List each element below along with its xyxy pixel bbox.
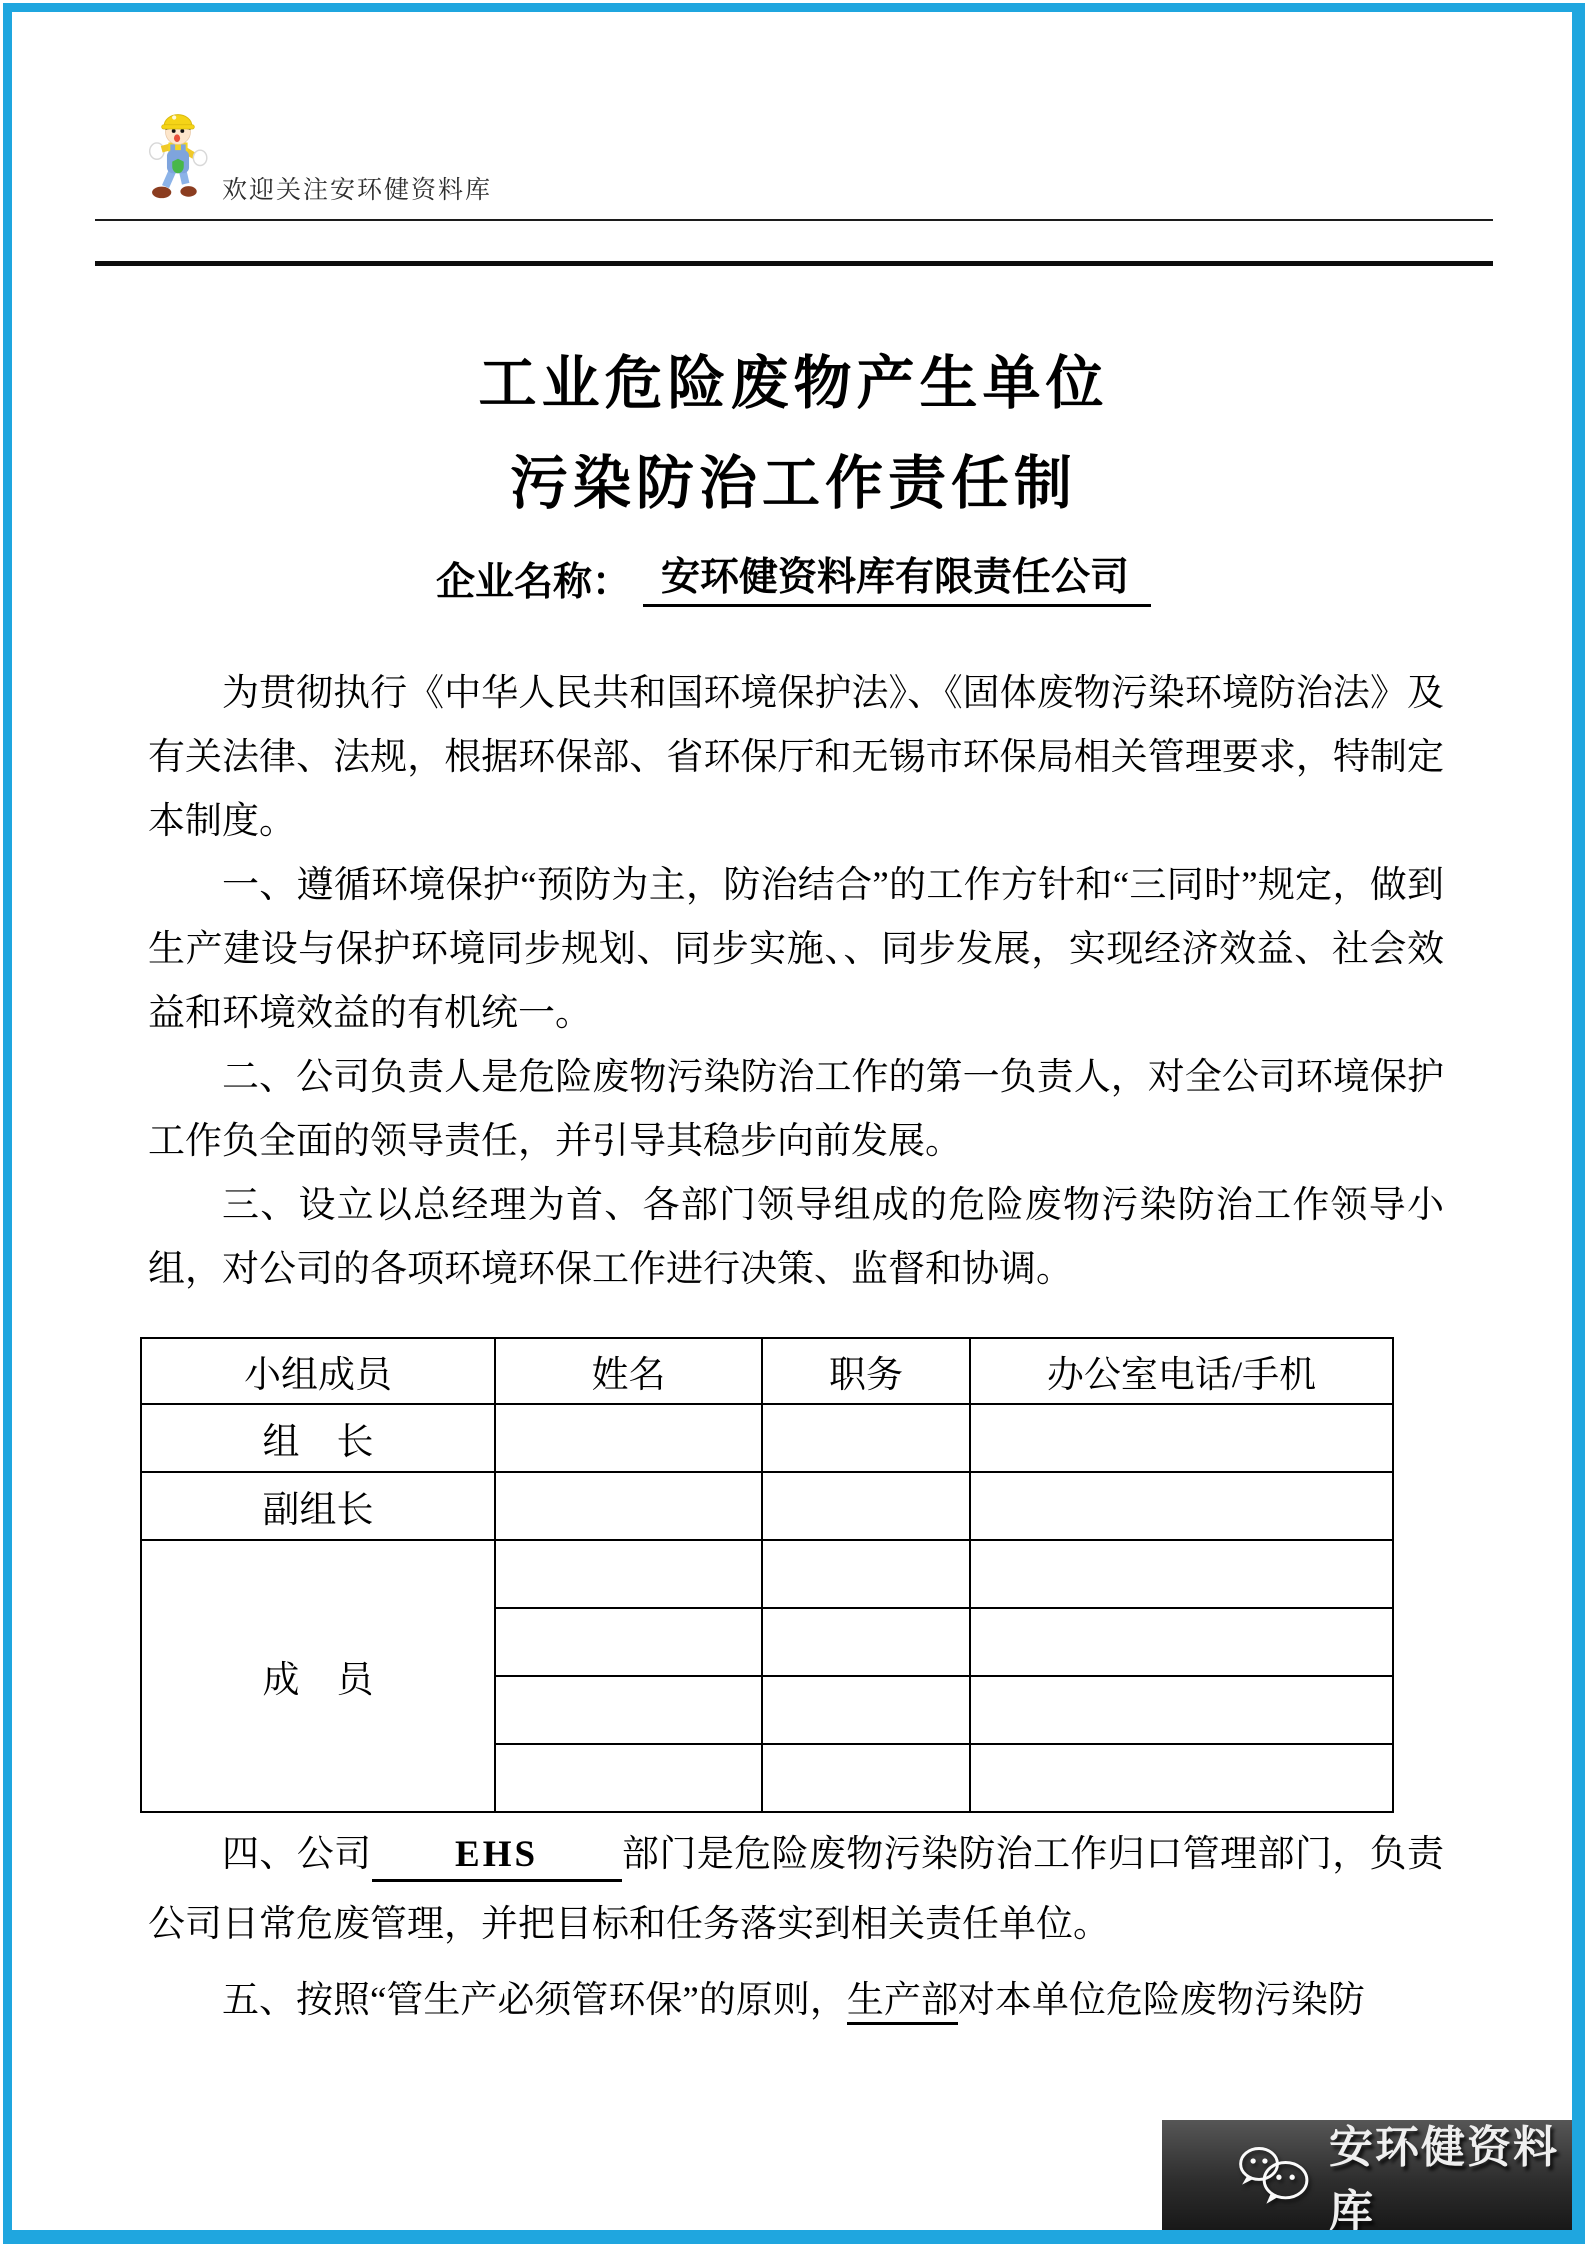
table-header-phone: 办公室电话/手机 [970,1338,1393,1404]
paragraph-item2: 二、公司负责人是危险废物污染防治工作的第一负责人，对全公司环境保护工作负全面的领导责任，并引导其稳步向前发展。 [148,1057,1444,1162]
row-label-members: 成 员 [141,1540,495,1812]
table-row-deputy [141,1472,1393,1540]
paragraph-item1: 一、遵循环境保护“预防为主，防治结合”的工作方针和“三同时”规定，做到生产建设与保护环境同步规划、同步实施、、同步发展，实现经济效益、社会效益和环境效益的有机统一。 [148,865,1445,1034]
table-cell-empty [762,1608,970,1676]
company-label: 企业名称： [435,561,631,604]
table-cell-empty [495,1676,762,1744]
table-row-leader [141,1404,1393,1472]
paragraph-intro: 为贯彻执行《中华人民共和国环境保护法》、《固体废物污染环境防治法》及有关法律、法规，根据环保部、省环保厅和无锡市环保局相关管理要求，特制定本制度。 [148,673,1444,842]
table-cell-empty [970,1608,1393,1676]
table-cell-empty [970,1472,1393,1540]
table-cell-empty [970,1676,1393,1744]
footer-brand-bar [1162,2120,1572,2236]
table-cell-empty [762,1472,970,1540]
company-line [0,546,1587,607]
wechat-icon [1234,2138,1315,2212]
row-label-deputy: 副组长 [141,1472,495,1540]
table-header-row [141,1338,1393,1404]
table-cell-empty [495,1744,762,1812]
doc-title-line2: 污染防治工作责任制 [509,451,1077,516]
header-rule-thick [95,261,1493,266]
table-cell-empty [495,1608,762,1676]
header-rule-thin [95,219,1493,221]
table-cell-empty [495,1472,762,1540]
row-label-leader: 组 长 [141,1404,495,1472]
table-cell-empty [970,1540,1393,1608]
table-header-name: 姓名 [495,1338,762,1404]
table-cell-empty [495,1540,762,1608]
safety-worker-mascot-icon [148,106,208,202]
table-row-member [141,1540,1393,1608]
table-cell-empty [762,1540,970,1608]
table-header-position: 职务 [762,1338,970,1404]
banner-text: 欢迎关注安环健资料库 [222,177,493,204]
paragraph-item5-prefix: 五、按照“管生产必须管环保”的原则， [222,1980,847,2021]
paragraph-item4 [148,1820,1444,1960]
doc-title-line1: 工业危险废物产生单位 [478,351,1109,416]
paragraph-item4-suffix: 部门是危险废物污染防治工作归口管理部门，负责公司日常危废管理，并把目标和任务落实到相关责任单位。 [148,1834,1445,1945]
table-cell-empty [762,1744,970,1812]
paragraph-item3: 三、设立以总经理为首、各部门领导组成的危险废物污染防治工作领导小组，对公司的各项环境环保工作进行决策、监督和协调。 [148,1185,1444,1290]
table-cell-empty [970,1404,1393,1472]
table-header-member-role: 小组成员 [141,1338,495,1404]
paragraph-item5 [148,1966,1444,2036]
footer-brand-text: 安环健资料库 [1329,2123,1559,2236]
table-cell-empty [762,1404,970,1472]
paragraph-item4-prefix: 四、公司 [222,1834,372,1875]
ehs-blank-fill: EHS [372,1831,622,1882]
table-cell-empty [762,1676,970,1744]
table-cell-empty [495,1404,762,1472]
table-cell-empty [970,1744,1393,1812]
body-text [148,662,1444,1302]
body-text-continued [148,1820,1444,2036]
leadership-group-table [140,1337,1394,1813]
company-name: 安环健资料库有限责任公司 [643,546,1151,607]
paragraph-item5-suffix: 对本单位危险废物污染防 [957,1980,1365,2021]
production-dept-underlined: 生产部 [847,1980,958,2025]
